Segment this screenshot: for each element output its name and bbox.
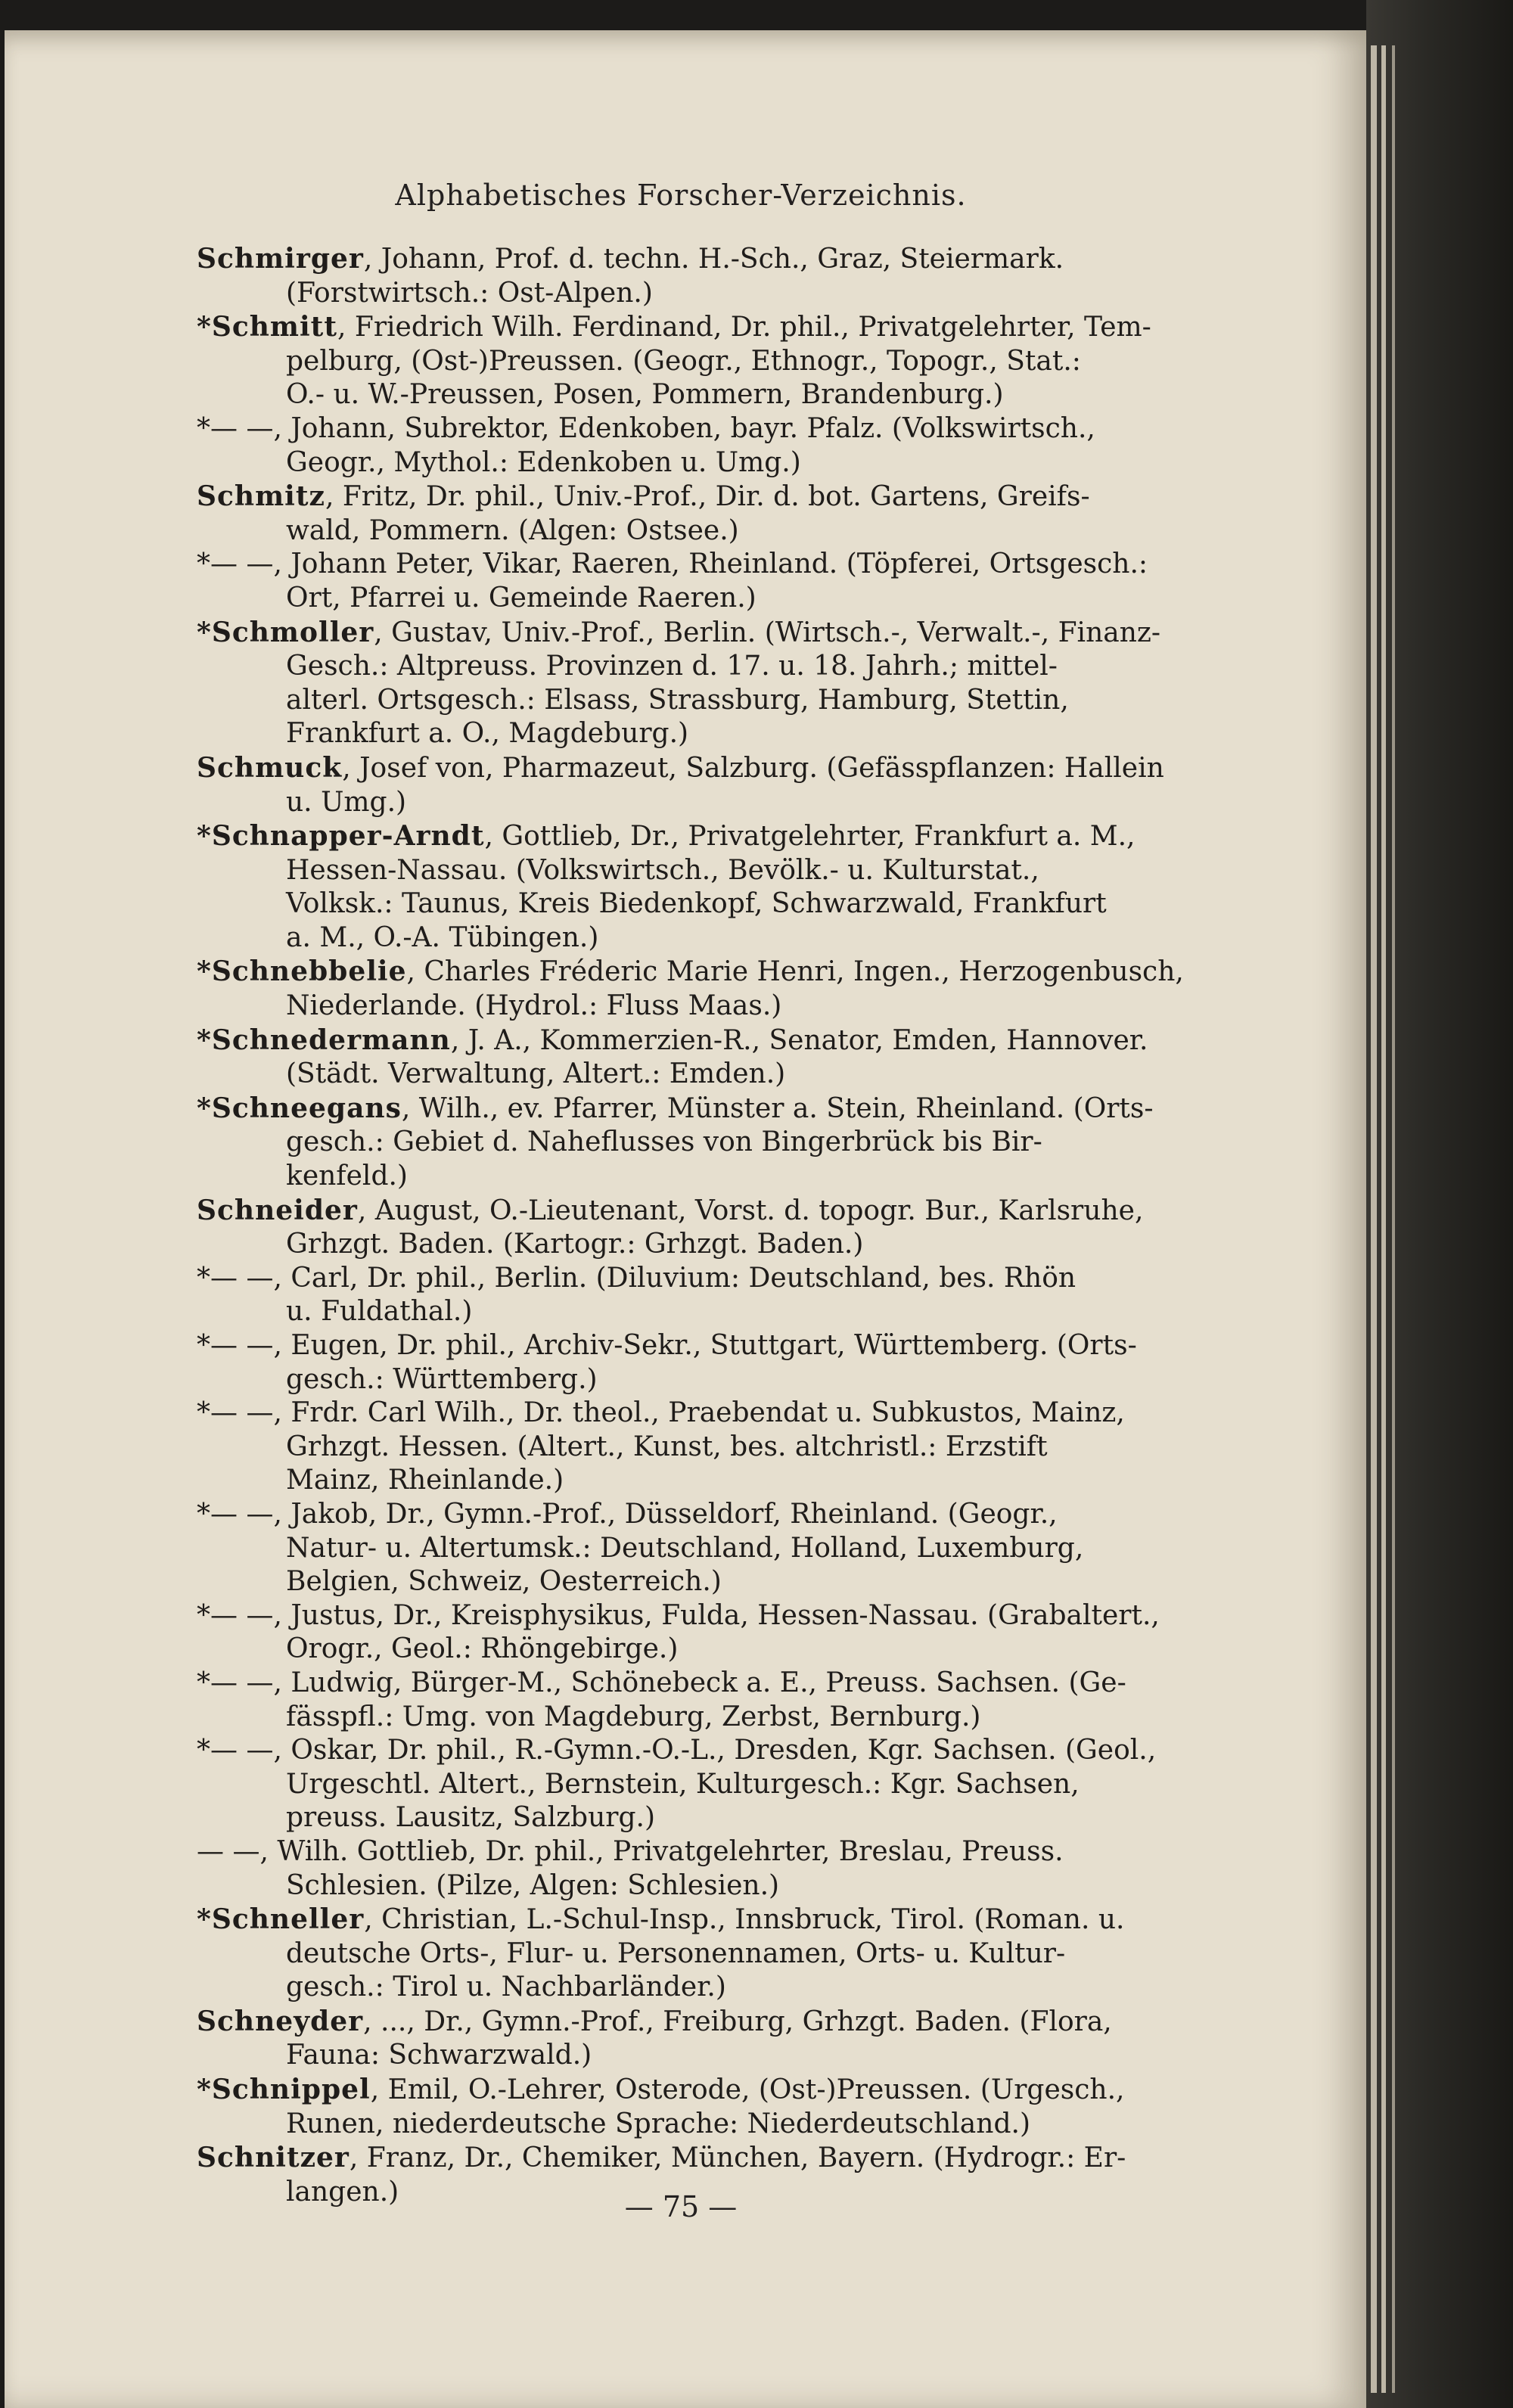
entry-surname: Schmuck (197, 751, 343, 784)
entry-text: Belgien, Schweiz, Oesterreich.) (286, 1566, 722, 1598)
entry-text: , Josef von, Pharmazeut, Salzburg. (Gefässpflanzen: Hallein (342, 752, 1164, 784)
entry-text: a. M., O.-A. Tübingen.) (286, 921, 599, 953)
entry-text: , Fritz, Dr. phil., Univ.-Prof., Dir. d. bot. Gartens, Greifs- (325, 481, 1090, 513)
entry-first-line (197, 1024, 1195, 1058)
entry-continuation-line (197, 1937, 1195, 1971)
entry-first-line (197, 819, 1195, 854)
entry-surname: *Schnedermann (197, 1024, 451, 1056)
entry-continuation-line (197, 2108, 1195, 2142)
entry-first-line (197, 412, 1195, 446)
entry-continuation-line (197, 1869, 1195, 1903)
directory-entry (197, 310, 1195, 412)
entry-continuation-line (197, 1701, 1195, 1735)
entry-continuation-line (197, 717, 1195, 751)
entry-continuation-line (197, 1058, 1195, 1092)
page-number: — 75 — (624, 2190, 738, 2223)
entry-text: , Christian, L.-Schul-Insp., Innsbruck, Tirol. (Roman. u. (364, 1904, 1125, 1936)
entry-first-line (197, 1329, 1195, 1363)
entry-text: *— —, Johann Peter, Vikar, Raeren, Rheinland. (Töpferei, Ortsgesch.: (197, 548, 1148, 580)
entry-text: *— —, Carl, Dr. phil., Berlin. (Diluvium: Deutschland, bes. Rhön (197, 1262, 1076, 1294)
entry-first-line (197, 1498, 1195, 1532)
entry-text: preuss. Lausitz, Salzburg.) (286, 1802, 656, 1834)
entry-first-line (197, 480, 1195, 514)
entry-surname: *Schneegans (197, 1092, 402, 1124)
entry-text: — —, Wilh. Gottlieb, Dr. phil., Privatgelehrter, Breslau, Preuss. (197, 1835, 1064, 1867)
entry-first-line (197, 1599, 1195, 1633)
directory-entry (197, 616, 1195, 751)
entry-first-line (197, 1835, 1195, 1869)
entry-text: *— —, Johann, Subrektor, Edenkoben, bayr. Pfalz. (Volkswirtsch., (197, 412, 1095, 444)
entry-text: Geogr., Mythol.: Edenkoben u. Umg.) (286, 446, 801, 478)
entry-first-line (197, 1092, 1195, 1126)
entry-text: fässpfl.: Umg. von Magdeburg, Zerbst, Bernburg.) (286, 1701, 981, 1732)
directory-entry (197, 1194, 1195, 1262)
entry-surname: *Schneller (197, 1903, 365, 1936)
entry-text: Niederlande. (Hydrol.: Fluss Maas.) (286, 990, 782, 1022)
entry-text: Orogr., Geol.: Rhöngebirge.) (286, 1633, 679, 1665)
entry-surname: Schmitz (197, 480, 325, 513)
entry-text: gesch.: Württemberg.) (286, 1363, 598, 1395)
entry-first-line (197, 2073, 1195, 2108)
directory-entry (197, 1092, 1195, 1194)
entry-continuation-line (197, 1801, 1195, 1835)
entry-text: Gesch.: Altpreuss. Provinzen d. 17. u. 18. Jahrh.; mittel- (286, 651, 1058, 682)
entry-continuation-line (197, 1633, 1195, 1667)
directory-entry (197, 1498, 1195, 1599)
entry-first-line (197, 1734, 1195, 1768)
entry-text: deutsche Orts-, Flur- u. Personennamen, Orts- u. Kultur- (286, 1937, 1066, 1969)
entry-continuation-line (197, 514, 1195, 548)
entry-text: , Gottlieb, Dr., Privatgelehrter, Frankfurt a. M., (484, 821, 1136, 853)
entry-text: Urgeschtl. Altert., Bernstein, Kulturgesch.: Kgr. Sachsen, (286, 1768, 1080, 1800)
entry-text: , Emil, O.-Lehrer, Osterode, (Ost-)Preussen. (Urgesch., (370, 2074, 1125, 2106)
entry-text: O.- u. W.-Preussen, Posen, Pommern, Brandenburg.) (286, 379, 1004, 411)
directory-entry (197, 242, 1195, 310)
entry-text: *— —, Eugen, Dr. phil., Archiv-Sekr., Stuttgart, Württemberg. (Orts- (197, 1330, 1137, 1361)
entry-first-line (197, 751, 1195, 786)
directory-entry (197, 548, 1195, 615)
entry-continuation-line (197, 582, 1195, 616)
entry-text: langen.) (286, 2176, 399, 2208)
directory-entry (197, 2073, 1195, 2141)
directory-entry (197, 1599, 1195, 1667)
entry-text: , Friedrich Wilh. Ferdinand, Dr. phil., Privatgelehrter, Tem- (337, 312, 1151, 343)
entry-text: kenfeld.) (286, 1161, 408, 1192)
directory-entry (197, 1397, 1195, 1498)
page-header: Alphabetisches Forscher-Verzeichnis. (395, 179, 967, 212)
entry-text: Ort, Pfarrei u. Gemeinde Raeren.) (286, 582, 756, 614)
entry-continuation-line (197, 1363, 1195, 1397)
entry-first-line (197, 1397, 1195, 1431)
entry-continuation-line (197, 1565, 1195, 1599)
entry-text: wald, Pommern. (Algen: Ostsee.) (286, 514, 739, 546)
directory-entry (197, 480, 1195, 548)
book-spine (1366, 0, 1513, 2408)
entry-text: *— —, Ludwig, Bürger-M., Schönebeck a. E., Preuss. Sachsen. (Ge- (197, 1667, 1126, 1698)
entry-first-line (197, 955, 1195, 990)
entry-surname: Schneider (197, 1194, 358, 1226)
entry-continuation-line (197, 2039, 1195, 2073)
entry-first-line (197, 1667, 1195, 1701)
entry-continuation-line (197, 1160, 1195, 1194)
directory-entry (197, 1734, 1195, 1835)
entry-text: *— —, Oskar, Dr. phil., R.-Gymn.-O.-L., Dresden, Kgr. Sachsen. (Geol., (197, 1735, 1157, 1766)
entry-surname: *Schmitt (197, 311, 337, 343)
directory-entry (197, 2005, 1195, 2073)
entry-list (197, 242, 1195, 2209)
entry-text: Natur- u. Altertumsk.: Deutschland, Holland, Luxemburg, (286, 1532, 1084, 1564)
entry-surname: Schnitzer (197, 2142, 350, 2174)
page-edge (1392, 45, 1395, 2393)
entry-text: , Johann, Prof. d. techn. H.-Sch., Graz, Steiermark. (363, 244, 1064, 275)
directory-entry (197, 819, 1195, 955)
entry-continuation-line (197, 1126, 1195, 1160)
entry-text: Mainz, Rheinlande.) (286, 1465, 564, 1496)
entry-text: *— —, Justus, Dr., Kreisphysikus, Fulda, Hessen-Nassau. (Grabaltert., (197, 1599, 1160, 1631)
entry-continuation-line (197, 1532, 1195, 1566)
entry-surname: *Schnebbelie (197, 955, 407, 988)
entry-first-line (197, 616, 1195, 651)
entry-text: , Wilh., ev. Pfarrer, Münster a. Stein, Rheinland. (Orts- (401, 1092, 1154, 1124)
entry-first-line (197, 1262, 1195, 1296)
entry-text: alterl. Ortsgesch.: Elsass, Strassburg, Hamburg, Stettin, (286, 684, 1069, 716)
entry-continuation-line (197, 1464, 1195, 1498)
entry-text: Volksk.: Taunus, Kreis Biedenkopf, Schwarzwald, Frankfurt (286, 888, 1107, 920)
entry-continuation-line (197, 921, 1195, 955)
entry-continuation-line (197, 1228, 1195, 1262)
entry-text: Frankfurt a. O., Magdeburg.) (286, 718, 689, 750)
entry-surname: *Schnapper-Arndt (197, 820, 485, 853)
directory-entry (197, 412, 1195, 480)
entry-first-line (197, 1903, 1195, 1937)
entry-first-line (197, 310, 1195, 345)
entry-text: *— —, Jakob, Dr., Gymn.-Prof., Düsseldorf, Rheinland. (Geogr., (197, 1498, 1058, 1530)
entry-text: pelburg, (Ost-)Preussen. (Geogr., Ethnogr., Topogr., Stat.: (286, 345, 1081, 377)
entry-continuation-line (197, 854, 1195, 888)
entry-text: gesch.: Tirol u. Nachbarländer.) (286, 1971, 726, 2003)
entry-first-line (197, 548, 1195, 582)
entry-text: Schlesien. (Pilze, Algen: Schlesien.) (286, 1869, 780, 1901)
entry-text: Hessen-Nassau. (Volkswirtsch., Bevölk.- u. Kulturstat., (286, 854, 1039, 886)
entry-text: , Franz, Dr., Chemiker, München, Bayern. (Hydrogr.: Er- (349, 2142, 1126, 2174)
entry-continuation-line (197, 684, 1195, 718)
entry-continuation-line (197, 1971, 1195, 2005)
entry-text: Fauna: Schwarzwald.) (286, 2040, 592, 2071)
page-edge (1371, 45, 1377, 2393)
directory-entry (197, 1903, 1195, 2005)
entry-surname: Schmirger (197, 243, 364, 275)
entry-continuation-line (197, 1295, 1195, 1329)
entry-continuation-line (197, 1431, 1195, 1465)
entry-text: Grhzgt. Baden. (Kartogr.: Grhzgt. Baden.) (286, 1229, 864, 1260)
entry-text: Runen, niederdeutsche Sprache: Niederdeutschland.) (286, 2108, 1030, 2139)
entry-text: u. Umg.) (286, 786, 407, 818)
directory-entry (197, 1329, 1195, 1397)
entry-continuation-line (197, 277, 1195, 311)
entry-text: , Charles Fréderic Marie Henri, Ingen., Herzogenbusch, (406, 956, 1184, 988)
entry-continuation-line (197, 446, 1195, 480)
entry-surname: *Schnippel (197, 2074, 371, 2106)
directory-entry (197, 1024, 1195, 1092)
entry-first-line (197, 1194, 1195, 1229)
entry-continuation-line (197, 378, 1195, 412)
directory-entry (197, 955, 1195, 1023)
entry-text: gesch.: Gebiet d. Naheflusses von Bingerbrück bis Bir- (286, 1126, 1042, 1158)
entry-text: , August, O.-Lieutenant, Vorst. d. topogr. Bur., Karlsruhe, (357, 1195, 1144, 1226)
entry-text: u. Fuldathal.) (286, 1296, 473, 1328)
directory-entry (197, 1667, 1195, 1734)
entry-text: (Forstwirtsch.: Ost-Alpen.) (286, 277, 653, 309)
entry-continuation-line (197, 1768, 1195, 1802)
entry-text: , ..., Dr., Gymn.-Prof., Freiburg, Grhzgt. Baden. (Flora, (363, 2006, 1112, 2037)
directory-entry (197, 1835, 1195, 1903)
entry-surname: *Schmoller (197, 616, 374, 648)
entry-continuation-line (197, 650, 1195, 684)
entry-first-line (197, 242, 1195, 277)
entry-text: Grhzgt. Hessen. (Altert., Kunst, bes. altchristl.: Erzstift (286, 1431, 1048, 1462)
entry-text: , J. A., Kommerzien-R., Senator, Emden, Hannover. (450, 1024, 1148, 1056)
entry-text: *— —, Frdr. Carl Wilh., Dr. theol., Praebendat u. Subkustos, Mainz, (197, 1397, 1125, 1429)
directory-entry (197, 1262, 1195, 1329)
entry-text: , Gustav, Univ.-Prof., Berlin. (Wirtsch.-, Verwalt.-, Finanz- (374, 617, 1161, 648)
entry-continuation-line (197, 345, 1195, 379)
directory-entry (197, 751, 1195, 819)
page-edge (1381, 45, 1386, 2393)
entry-continuation-line (197, 786, 1195, 820)
entry-first-line (197, 2141, 1195, 2176)
entry-first-line (197, 2005, 1195, 2040)
entry-text: (Städt. Verwaltung, Altert.: Emden.) (286, 1058, 786, 1090)
entry-surname: Schneyder (197, 2005, 364, 2037)
entry-continuation-line (197, 990, 1195, 1024)
entry-continuation-line (197, 887, 1195, 921)
